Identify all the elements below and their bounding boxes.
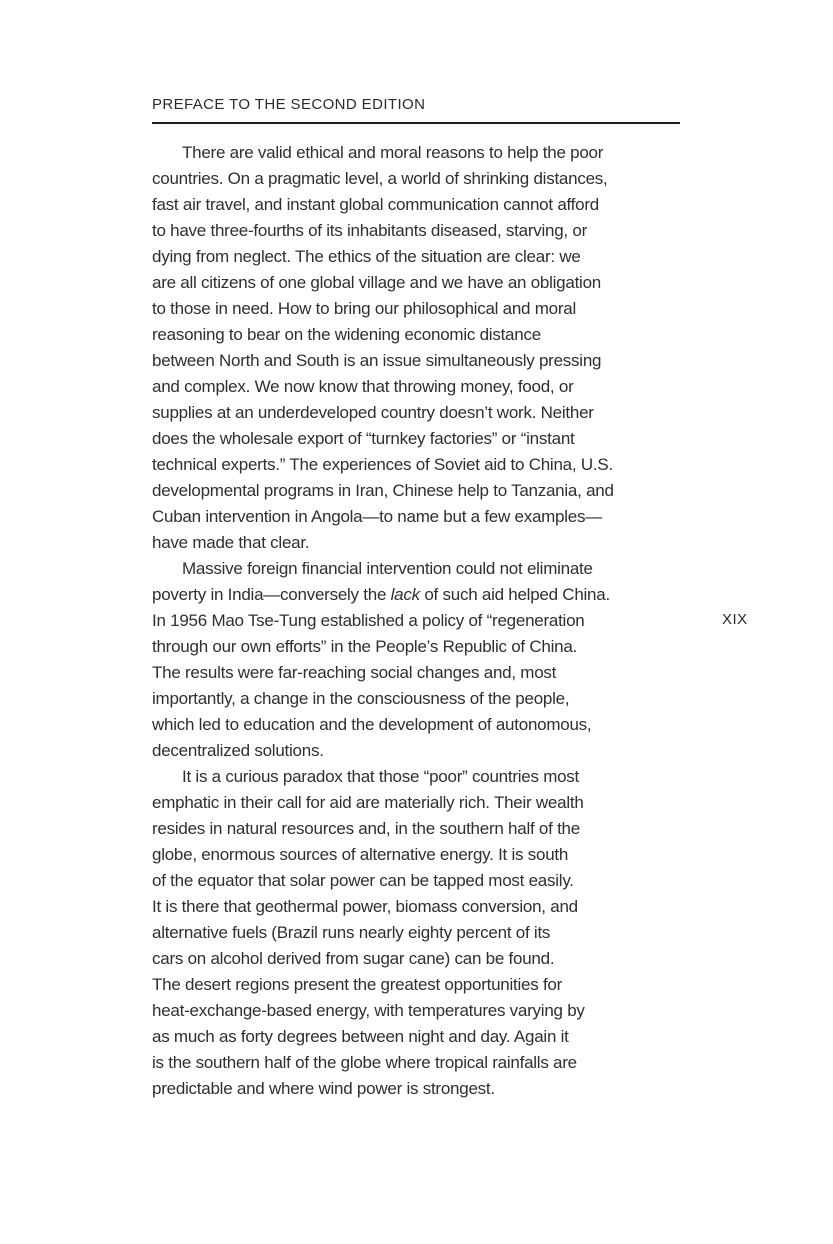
text-line: emphatic in their call for aid are materially rich. Their wealth — [152, 793, 584, 812]
text-line: globe, enormous sources of alternative energy. It is south — [152, 845, 569, 864]
paragraph — [152, 140, 682, 556]
text-line: which led to education and the development of autonomous, — [152, 715, 592, 734]
text-line: dying from neglect. The ethics of the situation are clear: we — [152, 247, 581, 266]
text-line — [152, 582, 682, 608]
text-line: and complex. We now know that throwing money, food, or — [152, 377, 574, 396]
text-line: decentralized solutions. — [152, 741, 324, 760]
text-line: alternative fuels (Brazil runs nearly eighty percent of its — [152, 923, 551, 942]
text-line: cars on alcohol derived from sugar cane) can be found. — [152, 949, 555, 968]
text-line: between North and South is an issue simultaneously pressing — [152, 351, 602, 370]
text-line: There are valid ethical and moral reasons to help the poor — [182, 143, 604, 162]
header-rule — [152, 122, 680, 124]
text-line: are all citizens of one global village and we have an obligation — [152, 273, 601, 292]
italic-text: lack — [390, 585, 420, 604]
text-line: to have three-fourths of its inhabitants diseased, starving, or — [152, 221, 587, 240]
running-head: PREFACE TO THE SECOND EDITION — [152, 96, 426, 113]
text-line: as much as forty degrees between night and day. Again it — [152, 1027, 569, 1046]
page-body — [152, 140, 682, 1102]
text-line: fast air travel, and instant global communication cannot afford — [152, 195, 599, 214]
text-line: In 1956 Mao Tse-Tung established a policy of “regeneration — [152, 611, 585, 630]
text-line: of the equator that solar power can be tapped most easily. — [152, 871, 574, 890]
text-line: developmental programs in Iran, Chinese help to Tanzania, and — [152, 481, 614, 500]
text-line: importantly, a change in the consciousness of the people, — [152, 689, 570, 708]
text-line: through our own efforts” in the People’s Republic of China. — [152, 637, 578, 656]
text-line: heat-exchange-based energy, with temperatures varying by — [152, 1001, 585, 1020]
text-line: does the wholesale export of “turnkey factories” or “instant — [152, 429, 575, 448]
text-line: technical experts.” The experiences of Soviet aid to China, U.S. — [152, 455, 613, 474]
text-line: reasoning to bear on the widening economic distance — [152, 325, 541, 344]
text-line: Cuban intervention in Angola—to name but a few examples— — [152, 507, 602, 526]
text-line: The desert regions present the greatest opportunities for — [152, 975, 563, 994]
paragraph — [152, 556, 682, 764]
page-header — [152, 96, 680, 132]
text-line: resides in natural resources and, in the southern half of the — [152, 819, 580, 838]
text-segment: of such aid helped China. — [419, 585, 610, 604]
text-line: The results were far-reaching social changes and, most — [152, 663, 557, 682]
paragraph — [152, 764, 682, 1102]
text-line: It is a curious paradox that those “poor” countries most — [182, 767, 580, 786]
page-number: XIX — [722, 611, 748, 628]
text-line: to those in need. How to bring our philosophical and moral — [152, 299, 576, 318]
text-line: Massive foreign financial intervention could not eliminate — [182, 559, 593, 578]
text-line: It is there that geothermal power, biomass conversion, and — [152, 897, 578, 916]
text-line: have made that clear. — [152, 533, 310, 552]
text-line: predictable and where wind power is strongest. — [152, 1079, 495, 1098]
text-line: is the southern half of the globe where tropical rainfalls are — [152, 1053, 577, 1072]
text-line: countries. On a pragmatic level, a world of shrinking distances, — [152, 169, 608, 188]
text-line: supplies at an underdeveloped country doesn’t work. Neither — [152, 403, 594, 422]
text-segment: poverty in India—conversely the — [152, 585, 391, 604]
